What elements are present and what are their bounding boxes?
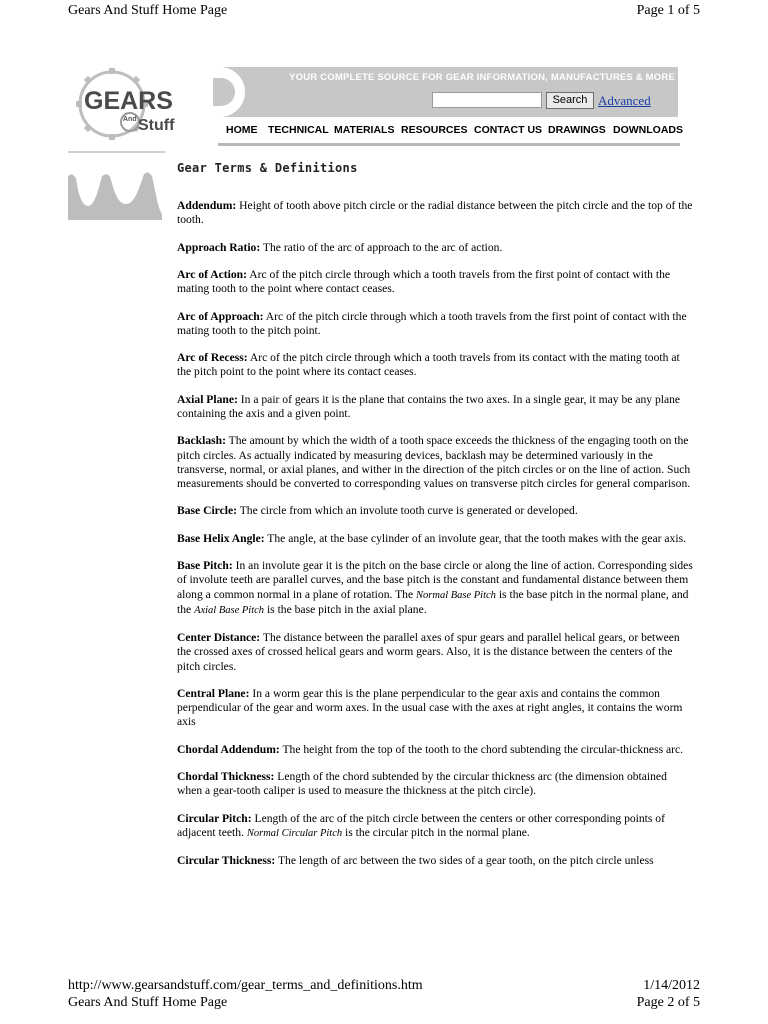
nav-home[interactable]: HOME <box>226 124 258 136</box>
print-footer-url: http://www.gearsandstuff.com/gear_terms_and_definitions.htm <box>68 978 423 993</box>
page-title: Gear Terms & Definitions <box>177 161 358 175</box>
search-input[interactable] <box>432 92 542 108</box>
definitions-list <box>177 199 693 882</box>
definition-item: Base Helix Angle: The angle, at the base cylinder of an involute gear, that the tooth makes with the gear axis. <box>177 531 686 545</box>
nav-resources[interactable]: RESOURCES <box>401 124 468 136</box>
definition-item: Arc of Action: Arc of the pitch circle through which a tooth travels from the first point of contact with the mating tooth to the point where contact ceases. <box>177 267 671 296</box>
print-footer-date: 1/14/2012 <box>643 978 700 993</box>
logo-gears-text: GEARS <box>84 87 173 115</box>
logo-stuff-text: Stuff <box>138 117 175 134</box>
definition-item: Chordal Addendum: The height from the top of the tooth to the chord subtending the circular-thickness arc. <box>177 742 684 756</box>
nav-materials[interactable]: MATERIALS <box>334 124 395 136</box>
definition-item: Central Plane: In a worm gear this is the plane perpendicular to the gear axis and contains the common perpendicular of the gear and worm axes. In the usual case with the axes at right angles, it contains the worm axis <box>177 686 683 729</box>
definition-item: Center Distance: The distance between the parallel axes of spur gears and parallel helical gears, or between the crossed axes of crossed helical gears and worm gears. Also, it is the distance between the centers of the pitch circles. <box>177 631 680 673</box>
gear-tooth-profile-graphic <box>68 164 162 220</box>
definition-item: Axial Plane: In a pair of gears it is the plane that contains the two axes. In a single gear, it may be any plane containing the axis and a given point. <box>177 392 681 420</box>
logo-and-text: And <box>123 116 137 123</box>
print-footer-title: Gears And Stuff Home Page <box>68 995 228 1010</box>
banner-tagline: YOUR COMPLETE SOURCE FOR GEAR INFORMATION, MANUFACTURES & MORE <box>289 72 675 83</box>
gears-and-stuff-logo[interactable] <box>66 66 188 148</box>
definition-item: Circular Pitch: Length of the arc of the pitch circle between the centers or other corresponding points of adjacent teeth. Normal Circular Pitch is the circular pitch in the normal plane. <box>177 811 665 839</box>
nav-technical[interactable]: TECHNICAL <box>268 124 329 136</box>
definition-item: Arc of Recess: Arc of the pitch circle through which a tooth travels from its contact with the mating tooth at the pitch point to the point where its contact ceases. <box>177 351 680 379</box>
definition-item: Backlash: The amount by which the width of a tooth space exceeds the thickness of the engaging tooth on the pitch circles. As actually indicated by measuring devices, backlash may be determined variously in the transverse, normal, or axial planes, and wither in the direction of the pitch circles or on the line of action. Such measurements should be converted to corresponding values on transverse pitch circles for general comparison. <box>177 434 691 490</box>
print-header-page: Page 1 of 5 <box>636 3 700 18</box>
nav-contact-us[interactable]: CONTACT US <box>474 124 543 136</box>
nav-downloads[interactable]: DOWNLOADS <box>613 124 683 136</box>
advanced-search-link[interactable]: Advanced <box>598 93 651 108</box>
search-button[interactable]: Search <box>546 92 594 109</box>
definition-item: Base Circle: The circle from which an involute tooth curve is generated or developed. <box>177 504 578 518</box>
sidebar-divider <box>68 151 165 153</box>
nav-divider <box>218 143 680 146</box>
definition-item: Base Pitch: In an involute gear it is the pitch on the base circle or along the line of action. Corresponding sides of involute teeth are parallel curves, and the base pitch is the constant and fundamental distance between them along a common normal in a plane of rotation. The Normal Base Pitch is the base pitch in the normal plane, and the Axial Base Pitch is the base pitch in the axial plane. <box>177 559 693 616</box>
definition-item: Approach Ratio: The ratio of the arc of approach to the arc of action. <box>177 240 503 254</box>
definition-item: Circular Thickness: The length of arc between the two sides of a gear tooth, on the pitch circle unless <box>177 854 654 868</box>
print-footer-page: Page 2 of 5 <box>636 995 700 1010</box>
definition-item: Addendum: Height of tooth above pitch circle or the radial distance between the pitch circle and the top of the tooth. <box>177 199 693 227</box>
nav-drawings[interactable]: DRAWINGS <box>548 124 606 136</box>
print-header-title: Gears And Stuff Home Page <box>68 3 228 18</box>
definition-item: Chordal Thickness: Length of the chord subtended by the circular thickness arc (the dimension obtained when a gear-tooth caliper is used to measure the thickness at the pitch circle). <box>177 770 667 798</box>
definition-item: Arc of Approach: Arc of the pitch circle through which a tooth travels from the first point of contact with the mating tooth to the pitch point. <box>177 309 687 337</box>
